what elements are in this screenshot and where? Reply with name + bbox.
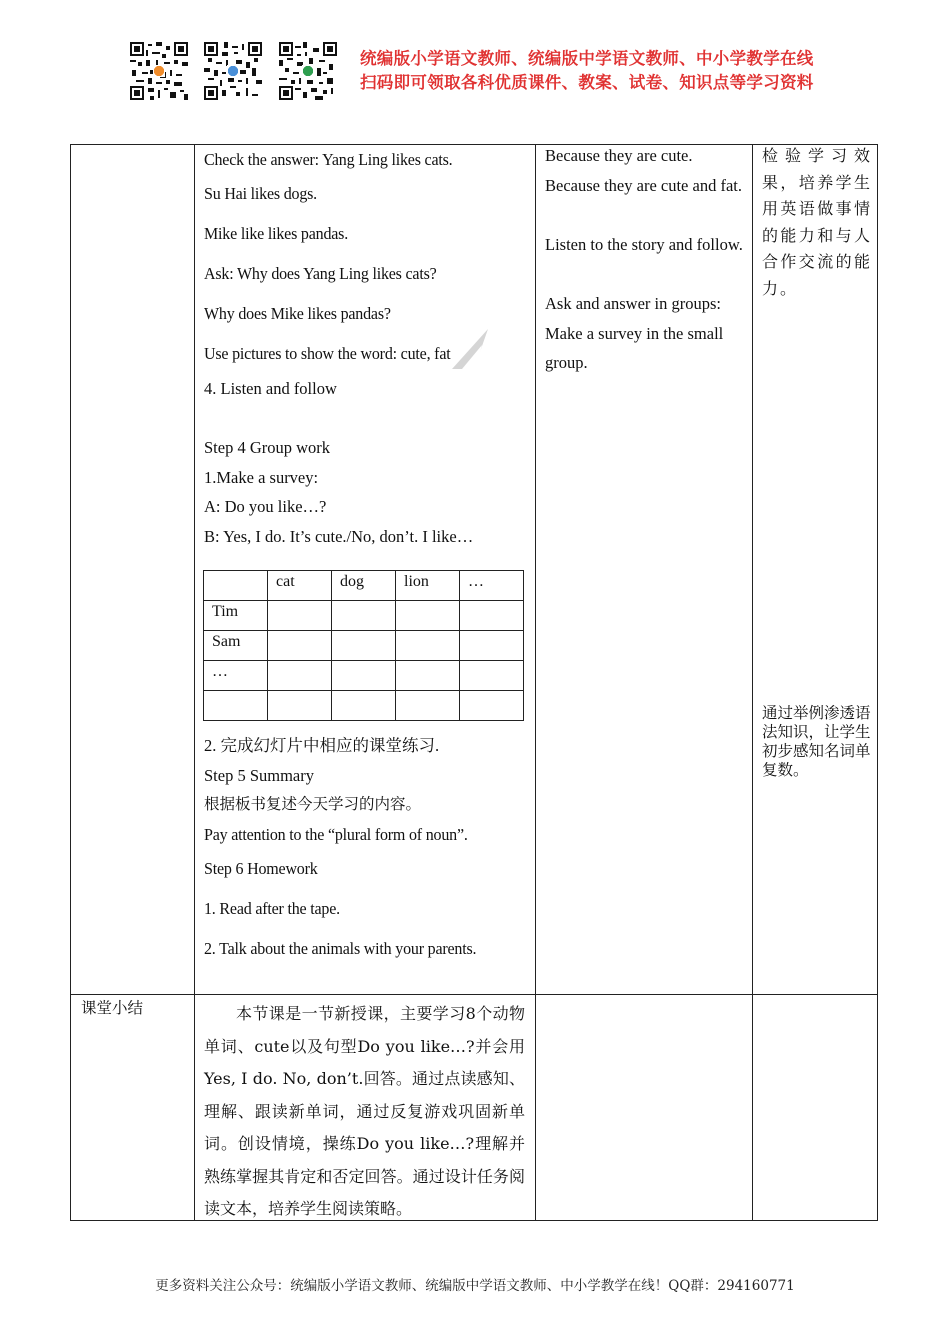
col-divider-2	[535, 145, 536, 1220]
listen-follow-line: 4. Listen and follow	[204, 379, 337, 398]
survey-cell	[396, 601, 460, 631]
student-line-4: Ask and answer in groups: Make a survey in the small group.	[545, 293, 724, 373]
page-header	[0, 0, 950, 130]
step5-title: Step 5 Summary	[204, 765, 314, 785]
summary-label-cell	[81, 994, 186, 1024]
pay-attention-line: Pay attention to the “plural form of noun”.	[204, 824, 468, 844]
homework-2: 2. Talk about the animals with your parents.	[204, 939, 477, 959]
ask-why-line: Ask: Why does Yang Ling likes cats?	[204, 264, 437, 283]
col-divider-1	[194, 145, 195, 1220]
qr-code-2[interactable]	[204, 42, 262, 100]
retell-line: 根据板书复述今天学习的内容。	[204, 795, 422, 814]
homework-1: 1. Read after the tape.	[204, 899, 340, 919]
survey-table	[203, 570, 524, 721]
survey-row	[204, 631, 524, 661]
survey-cell	[268, 691, 332, 721]
why-mike-line: Why does Mike likes pandas?	[204, 304, 391, 323]
dialog-a-line: A: Do you like…?	[204, 497, 327, 517]
student-line-1: Because they are cute.	[545, 146, 693, 165]
intent-bottom-text: 通过举例渗透语法知识，让学生初步感知名词单复数。	[762, 704, 871, 779]
banner-line-1: 统编版小学语文教师、统编版中学语文教师、中小学教学在线	[360, 49, 814, 68]
mike-line: Mike like likes pandas.	[204, 224, 348, 243]
step4-title: Step 4 Group work	[204, 438, 331, 458]
survey-cell	[268, 631, 332, 661]
step6-title: Step 6 Homework	[204, 859, 318, 879]
survey-header-cell: lion	[396, 571, 460, 601]
teaching-process-cell-lower	[204, 731, 529, 969]
lesson-table	[70, 144, 878, 1221]
dialog-b-line: B: Yes, I do. It’s cute./No, don’t. I like…	[204, 526, 474, 546]
survey-cell	[332, 631, 396, 661]
survey-header-cell: …	[460, 571, 524, 601]
page-footer: 更多资料关注公众号：统编版小学语文教师、统编版中学语文教师、中小学教学在线！QQ群：294160771	[155, 1278, 795, 1294]
col-divider-3	[752, 145, 753, 1220]
survey-header-cell: dog	[332, 571, 396, 601]
design-intent-bottom	[762, 704, 872, 780]
survey-cell	[460, 661, 524, 691]
survey-header-cell: cat	[268, 571, 332, 601]
survey-cell	[332, 601, 396, 631]
survey-cell	[332, 661, 396, 691]
promo-banner	[360, 47, 814, 95]
student-line-2: Because they are cute and fat.	[545, 175, 742, 195]
survey-cell: Tim	[204, 601, 268, 631]
survey-cell	[396, 691, 460, 721]
qr-code-3[interactable]	[279, 42, 337, 100]
survey-cell	[460, 631, 524, 661]
row-divider	[71, 994, 877, 995]
survey-cell: …	[204, 661, 268, 691]
suhai-line: Su Hai likes dogs.	[204, 184, 317, 203]
exercise-line: 2. 完成幻灯片中相应的课堂练习.	[204, 736, 440, 755]
intent-top-text: 检验学习效果，培养学生用英语做事情的能力和与人合作交流的能力。	[762, 146, 872, 298]
student-activity-cell	[545, 141, 743, 378]
survey-cell	[332, 691, 396, 721]
survey-cell: Sam	[204, 631, 268, 661]
summary-text-cell	[204, 998, 525, 1226]
survey-cell	[460, 691, 524, 721]
student-line-3: Listen to the story and follow.	[545, 234, 743, 254]
summary-text: 本节课是一节新授课，主要学习8个动物单词、cute以及句型Do you like…?并会用Yes, I do. No, don’t.回答。通过点读感知、理解、跟读新单词，通过反复游戏巩固新单词。创设情境，操练Do you like…?理解并熟练掌握其肯定和否定回答。通过设计任务阅读文本，培养学生阅读策略。	[204, 1004, 525, 1218]
survey-cell	[204, 691, 268, 721]
survey-row	[204, 661, 524, 691]
survey-cell	[396, 661, 460, 691]
survey-header-row	[204, 571, 524, 601]
survey-row	[204, 691, 524, 721]
survey-cell	[268, 601, 332, 631]
qr-code-1[interactable]	[130, 42, 188, 100]
use-pictures-line: Use pictures to show the word: cute, fat	[204, 344, 451, 363]
survey-cell	[268, 661, 332, 691]
make-survey-line: 1.Make a survey:	[204, 467, 319, 487]
check-answer-line: Check the answer: Yang Ling likes cats.	[204, 150, 453, 169]
survey-cell	[396, 631, 460, 661]
design-intent-top	[762, 143, 872, 302]
banner-line-2: 扫码即可领取各科优质课件、教案、试卷、知识点等学习资料	[360, 73, 814, 92]
survey-header-cell	[204, 571, 268, 601]
survey-row	[204, 601, 524, 631]
summary-label: 课堂小结	[81, 999, 144, 1017]
watermark-logo-icon	[446, 325, 494, 373]
survey-cell	[460, 601, 524, 631]
